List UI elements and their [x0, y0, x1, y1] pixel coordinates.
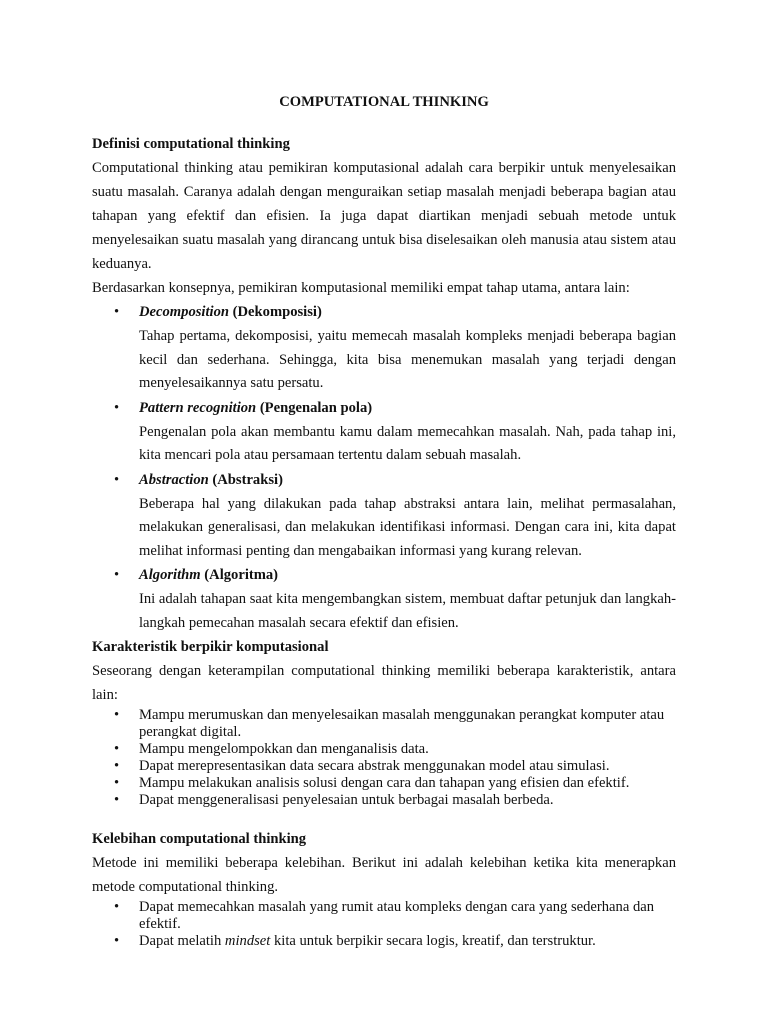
bullet-icon: • [114, 775, 120, 791]
bullet-icon: • [114, 567, 120, 583]
list-item [92, 741, 676, 758]
karakteristik-intro: Seseorang dengan keterampilan computational thinking memiliki beberapa karakteristik, antara lain: [92, 663, 676, 703]
bullet-icon: • [114, 899, 120, 915]
stage-term-italic: Abstraction [139, 471, 209, 488]
list-item [92, 758, 676, 775]
stage-description: Tahap pertama, dekomposisi, yaitu memecah masalah kompleks menjadi beberapa bagian kecil dan sederhana. Sehingga, kita bisa menemukan masalah yang terjadi dengan menyelesaikannya satu persatu. [139, 328, 676, 391]
section-heading-kelebihan: Kelebihan computational thinking [92, 831, 307, 847]
list-item [92, 707, 676, 741]
stage-description: Pengenalan pola akan membantu kamu dalam memecahkan masalah. Nah, pada tahap ini, kita mencari pola atau persamaan tertentu dalam sebuah masalah. [139, 423, 676, 463]
stage-term-rest: (Algoritma) [200, 567, 279, 583]
stages-intro-paragraph: Berdasarkan konsepnya, pemikiran komputasional memiliki empat tahap utama, antara lain: [92, 280, 630, 296]
list-item-text-italic: mindset [224, 933, 271, 949]
stage-item-pattern-recognition [92, 396, 676, 468]
bullet-icon: • [114, 741, 120, 757]
list-item [92, 775, 676, 792]
stage-item-decomposition [92, 300, 676, 396]
stage-item-algorithm [92, 563, 676, 635]
list-item-text: Mampu merumuskan dan menyelesaikan masalah menggunakan perangkat komputer atau perangkat digital. [139, 707, 665, 740]
stage-term-rest: (Dekomposisi) [229, 304, 322, 320]
document-title: COMPUTATIONAL THINKING [279, 94, 489, 110]
list-item-text-before: Dapat melatih [139, 933, 225, 949]
list-item [92, 792, 676, 809]
bullet-icon: • [114, 304, 120, 320]
bullet-icon: • [114, 399, 120, 416]
bullet-icon: • [114, 792, 120, 808]
list-item-text: Mampu melakukan analisis solusi dengan cara dan tahapan yang efisien dan efektif. [139, 775, 630, 791]
bullet-icon: • [114, 707, 120, 723]
stage-term [139, 468, 676, 492]
list-item [92, 899, 676, 933]
kelebihan-intro: Metode ini memiliki beberapa kelebihan. Berikut ini adalah kelebihan ketika kita menerapkan metode computational thinking. [92, 855, 676, 895]
stage-term-italic: Algorithm [139, 567, 201, 583]
bullet-icon: • [114, 933, 120, 949]
karakteristik-list [92, 707, 676, 809]
definisi-paragraph: Computational thinking atau pemikiran komputasional adalah cara berpikir untuk menyelesaikan suatu masalah. Caranya adalah dengan menguraikan setiap masalah menjadi beberapa bagian atau tahapan yang efektif dan efisien. Ia juga dapat diartikan menjadi sebuah metode untuk menyelesaikan suatu masalah yang dirancang untuk bisa diselesaikan oleh manusia atau sistem atau keduanya. [92, 160, 676, 272]
section-heading-definisi: Definisi computational thinking [92, 136, 290, 152]
stage-term [139, 396, 676, 420]
list-item-text: Mampu mengelompokkan dan menganalisis data. [139, 741, 429, 757]
stage-term-rest: (Abstraksi) [208, 471, 283, 488]
stage-term-rest: (Pengenalan pola) [256, 399, 373, 416]
stage-term [139, 563, 676, 587]
stage-description: Beberapa hal yang dilakukan pada tahap abstraksi antara lain, melihat permasalahan, melakukan generalisasi, dan melakukan identifikasi informasi. Dengan cara ini, kita dapat melihat informasi penting dan mengabaikan informasi yang kurang relevan. [139, 495, 676, 559]
section-spacer [92, 809, 676, 823]
list-item-text: Dapat memecahkan masalah yang rumit atau kompleks dengan cara yang sederhana dan efektif. [139, 899, 655, 932]
kelebihan-list [92, 899, 676, 950]
stage-item-abstraction [92, 468, 676, 564]
bullet-icon: • [114, 471, 120, 488]
bullet-icon: • [114, 758, 120, 774]
list-item-text: Dapat menggeneralisasi penyelesaian untuk berbagai masalah berbeda. [139, 792, 554, 808]
stages-list [92, 300, 676, 635]
list-item-text-after: kita untuk berpikir secara logis, kreatif, dan terstruktur. [270, 933, 596, 949]
stage-term-italic: Decomposition [139, 304, 229, 320]
stage-description: Ini adalah tahapan saat kita mengembangkan sistem, membuat daftar petunjuk dan langkah-langkah pemecahan masalah secara efektif dan efisien. [139, 591, 676, 631]
stage-term-italic: Pattern recognition [139, 399, 257, 416]
stage-term [139, 300, 676, 324]
section-heading-karakteristik: Karakteristik berpikir komputasional [92, 639, 329, 655]
list-item [92, 933, 676, 950]
document-body [92, 92, 676, 950]
list-item-text: Dapat merepresentasikan data secara abstrak menggunakan model atau simulasi. [139, 758, 610, 774]
